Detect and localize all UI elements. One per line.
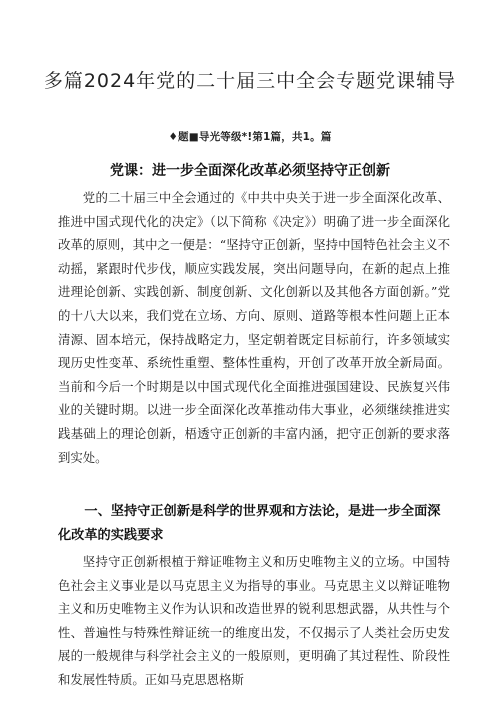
paragraph-two: 坚持守正创新根植于辩证唯物主义和历史唯物主义的立场。中国特色社会主义事业是以马克思主义为指导的事业。马克思主义以辩证唯物主义和历史唯物主义作为认识和改造世界的锐利思想武器，从共性与个性、普遍性与特殊性辩证统一的维度出发，不仅揭示了人类社会历史发展的一般规律与科学社会主义的一般原则，更明确了其过程性、阶段性和发展性特质。正如马克思恩格斯 — [58, 554, 450, 687]
paragraph-intro: 党的二十届三中全会通过的《中共中央关于进一步全面深化改革、推进中国式现代化的决定》（以下简称《决定》）明确了进一步全面深化改革的原则，其中之一便是：“坚持守正创新，坚持中国特色社会主义不动摇，紧跟时代步伐，顺应实践发展，突出问题导向，在新的起点上推进理论创新、实践创新、制度创新、文化创新以及其他各方面创新。”党的十八大以来，我们党在立场、方向、原则、道路等根本性问题上正本清源、固本培元，保持战略定力，坚定朝着既定目标前行，许多领域实现历史性变革、系统性重塑、整体性重构，开创了改革开放全新局面。当前和今后一个时期是以中国式现代化全面推进强国建设、民族复兴伟业的关键时期。以进一步全面深化改革推动伟大事业，必须继续推进实践基础上的理论创新，梧透守正创新的丰富内涵，把守正创新的要求落到实处。 — [58, 190, 450, 465]
sub-heading-one: 一、坚持守正创新是科学的世界观和方法论，是进一步全面深化改革的实践要求 — [58, 504, 441, 543]
document-meta-line: ♦题■导光等级*!第1篇，共1。篇 — [168, 131, 332, 143]
section-heading: 党课：进一步全面深化改革必须坚持守正创新 — [110, 163, 390, 179]
document-title: 多篇2024年党的二十届三中全会专题党课辅导 — [43, 70, 457, 92]
